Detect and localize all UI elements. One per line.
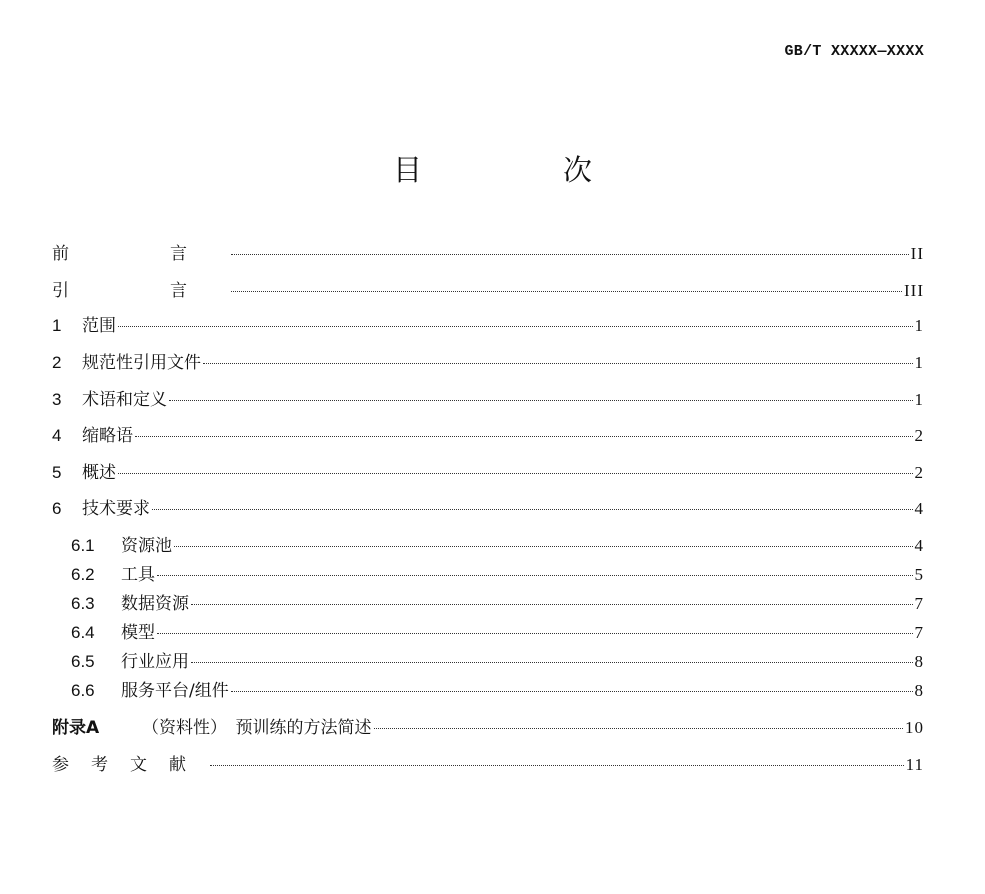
- toc-entry-number: 6.6: [71, 681, 95, 700]
- dot-leader: [374, 728, 904, 729]
- toc-entry-label: 技术要求: [82, 499, 150, 519]
- dot-leader: [169, 400, 913, 401]
- dot-leader: [231, 291, 902, 292]
- toc-entry-label: 规范性引用文件: [82, 353, 201, 373]
- toc-entry[interactable]: [52, 753, 924, 777]
- toc-entry[interactable]: [52, 314, 924, 338]
- toc-entry[interactable]: [52, 497, 924, 521]
- dot-leader: [118, 326, 913, 327]
- toc-entry-page: 10: [905, 718, 924, 737]
- toc-title: 目 次: [392, 153, 648, 187]
- toc-entry-page: 1: [914, 316, 924, 335]
- toc-entry-number: 6: [52, 499, 62, 518]
- dot-leader: [152, 509, 913, 510]
- dot-leader: [210, 765, 904, 766]
- toc-entry-page: III: [904, 281, 924, 300]
- toc-entry-number: 1: [52, 316, 62, 335]
- toc-entry-page: 4: [914, 499, 924, 518]
- toc-entry-number: 6.2: [71, 565, 95, 584]
- toc-entry-number: 4: [52, 426, 62, 445]
- dot-leader: [118, 473, 913, 474]
- toc-entry-page: 2: [914, 463, 924, 482]
- toc-entry-label: 资源池: [121, 536, 172, 556]
- toc-entry[interactable]: [71, 621, 924, 645]
- toc-entry-number: 6.4: [71, 623, 95, 642]
- toc-entry-page: 7: [914, 623, 924, 642]
- toc-entry[interactable]: [71, 563, 924, 587]
- toc-entry-number: 附录A: [52, 718, 100, 738]
- dot-leader: [191, 662, 913, 663]
- toc-entry[interactable]: [71, 534, 924, 558]
- dot-leader: [191, 604, 913, 605]
- toc-entry[interactable]: [52, 242, 924, 266]
- toc-entry-page: 8: [914, 652, 924, 671]
- toc-entry-page: 4: [914, 536, 924, 555]
- toc-entry-label: 概述: [82, 463, 116, 483]
- toc-entry-page: 1: [914, 353, 924, 372]
- toc-entry-label: 模型: [121, 623, 155, 643]
- toc-entry[interactable]: [52, 388, 924, 412]
- toc-entry-page: 8: [914, 681, 924, 700]
- dot-leader: [157, 633, 913, 634]
- toc-entry-label: 参考文献: [52, 755, 208, 775]
- toc-entry-label: 前 言: [52, 244, 229, 264]
- dot-leader: [231, 254, 909, 255]
- toc-entry[interactable]: [52, 279, 924, 303]
- toc-entry-label: 范围: [82, 316, 116, 336]
- toc-entry[interactable]: [52, 351, 924, 375]
- dot-leader: [174, 546, 913, 547]
- toc-entry-label: 引 言: [52, 281, 229, 301]
- document-code: GB/T XXXXX—XXXX: [784, 43, 924, 60]
- toc-entry-page: 7: [914, 594, 924, 613]
- toc-entry-label: 术语和定义: [82, 390, 167, 410]
- toc-entry-page: 2: [914, 426, 924, 445]
- toc-entry-label: 服务平台/组件: [121, 681, 229, 701]
- toc-entry-number: 6.5: [71, 652, 95, 671]
- toc-entry[interactable]: [52, 424, 924, 448]
- toc-entry-number: 3: [52, 390, 62, 409]
- toc-entry[interactable]: [52, 716, 924, 740]
- toc-entry-label: 缩略语: [82, 426, 133, 446]
- toc-entry[interactable]: [71, 679, 924, 703]
- toc-entry[interactable]: [71, 650, 924, 674]
- toc-entry-label: 行业应用: [121, 652, 189, 672]
- toc-entry-number: 6.1: [71, 536, 95, 555]
- toc-entry[interactable]: [52, 461, 924, 485]
- toc-entry-number: 2: [52, 353, 62, 372]
- toc-entry-number: 6.3: [71, 594, 95, 613]
- toc-entry-label: （资料性） 预训练的方法简述: [142, 718, 372, 738]
- toc-entry[interactable]: [71, 592, 924, 616]
- dot-leader: [231, 691, 913, 692]
- toc-entry-number: 5: [52, 463, 62, 482]
- toc-entry-page: 11: [905, 755, 924, 774]
- toc-entry-label: 数据资源: [121, 594, 189, 614]
- dot-leader: [157, 575, 913, 576]
- toc-entry-page: 1: [914, 390, 924, 409]
- dot-leader: [203, 363, 913, 364]
- toc-entry-page: II: [910, 244, 924, 263]
- toc-entry-page: 5: [914, 565, 924, 584]
- dot-leader: [135, 436, 913, 437]
- toc-entry-label: 工具: [121, 565, 155, 585]
